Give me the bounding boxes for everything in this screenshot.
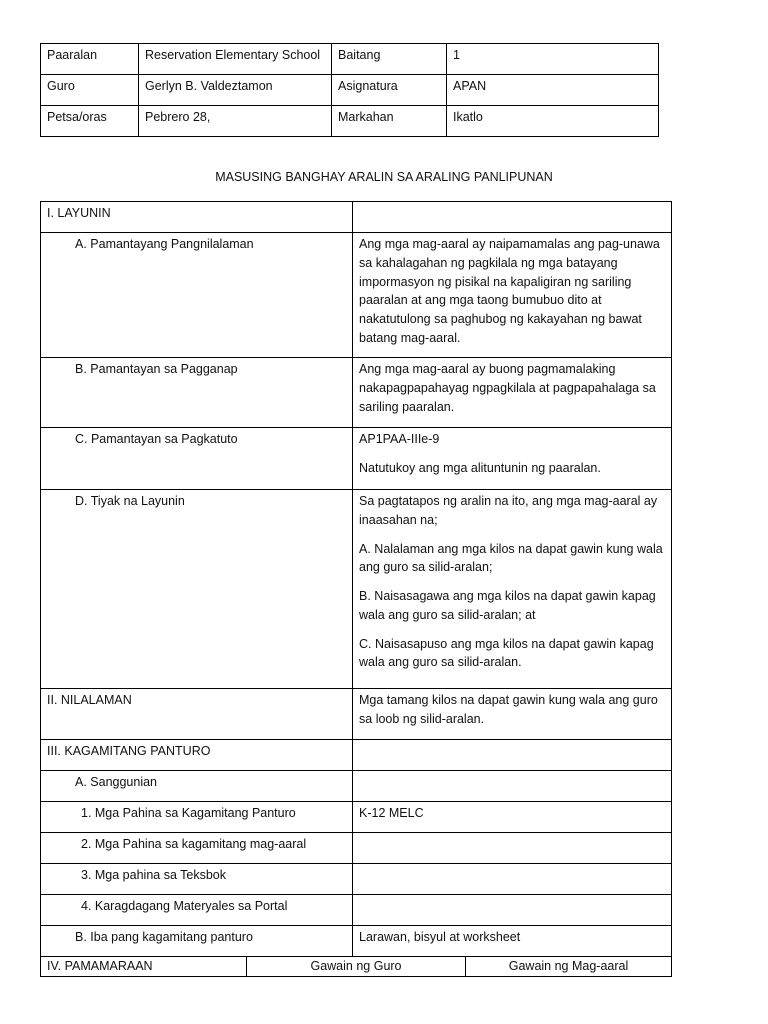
- row-layunin: [41, 202, 672, 233]
- pahina-kagamitang-panturo-value: K-12 MELC: [353, 802, 672, 833]
- school-label: Paaralan: [41, 44, 139, 75]
- pahina-kagamitang-panturo-label: 1. Mga Pahina sa Kagamitang Panturo: [41, 802, 353, 833]
- row-karagdagang-materyales: [41, 895, 672, 926]
- row-pamamaraan: [41, 957, 672, 977]
- subject-value: APAN: [447, 75, 659, 106]
- row-pamantayan-pagganap: [41, 358, 672, 428]
- pamantayan-pagganap-label: B. Pamantayan sa Pagganap: [41, 358, 353, 428]
- tiyak-na-layunin-cell: [353, 490, 672, 689]
- pamantayang-pangnilalaman-value: Ang mga mag-aaral ay naipamamalas ang pag-unawa sa kahalagahan ng pagkilala ng mga batayang impormasyon ng pisikal na kapaligiran ng sariling paaralan at ang mga taong bumubuo dito at nakatutulong sa paghubog ng kakayahan ng bawat batang mag-aaral.: [353, 233, 672, 358]
- lesson-plan-table: [40, 201, 672, 977]
- pahina-teksbok-label: 3. Mga pahina sa Teksbok: [41, 864, 353, 895]
- row-pahina-teksbok: [41, 864, 672, 895]
- teacher-label: Guro: [41, 75, 139, 106]
- iba-pang-kagamitan-value: Larawan, bisyul at worksheet: [353, 926, 672, 957]
- layunin-value: [353, 202, 672, 233]
- nilalaman-label: II. NILALAMAN: [41, 689, 353, 740]
- pamantayang-pangnilalaman-label: A. Pamantayang Pangnilalaman: [41, 233, 353, 358]
- objective-b: B. Naisasagawa ang mga kilos na dapat gawin kapag wala ang guro sa silid-aralan; at: [359, 589, 656, 622]
- objectives-intro: Sa pagtatapos ng aralin na ito, ang mga mag-aaral ay inaasahan na;: [359, 494, 658, 527]
- quarter-label: Markahan: [332, 106, 447, 137]
- row-sanggunian: [41, 771, 672, 802]
- pamantayan-pagganap-value: Ang mga mag-aaral ay buong pagmamalaking nakapagpapahayag ngpagkilala at pagpapahalaga sa sariling paaralan.: [353, 358, 672, 428]
- row-tiyak-na-layunin: [41, 490, 672, 689]
- pahina-mag-aaral-label: 2. Mga Pahina sa kagamitang mag-aaral: [41, 833, 353, 864]
- header-info-table: [40, 43, 659, 137]
- gawain-mag-aaral-header: Gawain ng Mag-aaral: [466, 957, 672, 977]
- kagamitang-panturo-heading: III. KAGAMITANG PANTURO: [41, 740, 353, 771]
- row-pahina-mag-aaral: [41, 833, 672, 864]
- date-value: Pebrero 28,: [139, 106, 332, 137]
- competency-text: Natutukoy ang mga alituntunin ng paaralan.: [359, 460, 601, 475]
- objective-a: A. Nalalaman ang mga kilos na dapat gawin kung wala ang guro sa silid-aralan;: [359, 541, 663, 575]
- row-pamantayan-pagkatuto: [41, 428, 672, 490]
- row-nilalaman: [41, 689, 672, 740]
- sanggunian-label: A. Sanggunian: [41, 771, 353, 802]
- teacher-value: Gerlyn B. Valdeztamon: [139, 75, 332, 106]
- header-row-school: [41, 44, 659, 75]
- quarter-value: Ikatlo: [447, 106, 659, 137]
- row-iba-pang-kagamitan: [41, 926, 672, 957]
- pamamaraan-label: IV. PAMAMARAAN: [41, 957, 247, 977]
- school-value: Reservation Elementary School: [139, 44, 332, 75]
- karagdagang-materyales-value: [353, 895, 672, 926]
- subject-label: Asignatura: [332, 75, 447, 106]
- header-row-teacher: [41, 75, 659, 106]
- grade-label: Baitang: [332, 44, 447, 75]
- sanggunian-value: [353, 771, 672, 802]
- competency-code: AP1PAA-IIIe-9: [359, 432, 440, 446]
- pamantayan-pagkatuto-label: C. Pamantayan sa Pagkatuto: [41, 428, 353, 490]
- iba-pang-kagamitan-label: B. Iba pang kagamitang panturo: [41, 926, 353, 957]
- pahina-teksbok-value: [353, 864, 672, 895]
- gawain-guro-header: Gawain ng Guro: [247, 957, 466, 977]
- layunin-heading: I. LAYUNIN: [41, 202, 353, 233]
- pamantayan-pagkatuto-cell: [353, 428, 672, 490]
- row-pamantayang-pangnilalaman: [41, 233, 672, 358]
- tiyak-na-layunin-label: D. Tiyak na Layunin: [41, 490, 353, 689]
- grade-value: 1: [447, 44, 659, 75]
- karagdagang-materyales-label: 4. Karagdagang Materyales sa Portal: [41, 895, 353, 926]
- pahina-mag-aaral-value: [353, 833, 672, 864]
- nilalaman-value: Mga tamang kilos na dapat gawin kung wala ang guro sa loob ng silid-aralan.: [353, 689, 672, 740]
- row-pahina-kagamitang-panturo: [41, 802, 672, 833]
- row-kagamitang-panturo: [41, 740, 672, 771]
- header-row-date: [41, 106, 659, 137]
- date-label: Petsa/oras: [41, 106, 139, 137]
- document-title: MASUSING BANGHAY ARALIN SA ARALING PANLIPUNAN: [215, 170, 553, 184]
- objective-c: C. Naisasapuso ang mga kilos na dapat gawin kapag wala ang guro sa silid-aralan.: [359, 636, 654, 670]
- kagamitang-panturo-value: [353, 740, 672, 771]
